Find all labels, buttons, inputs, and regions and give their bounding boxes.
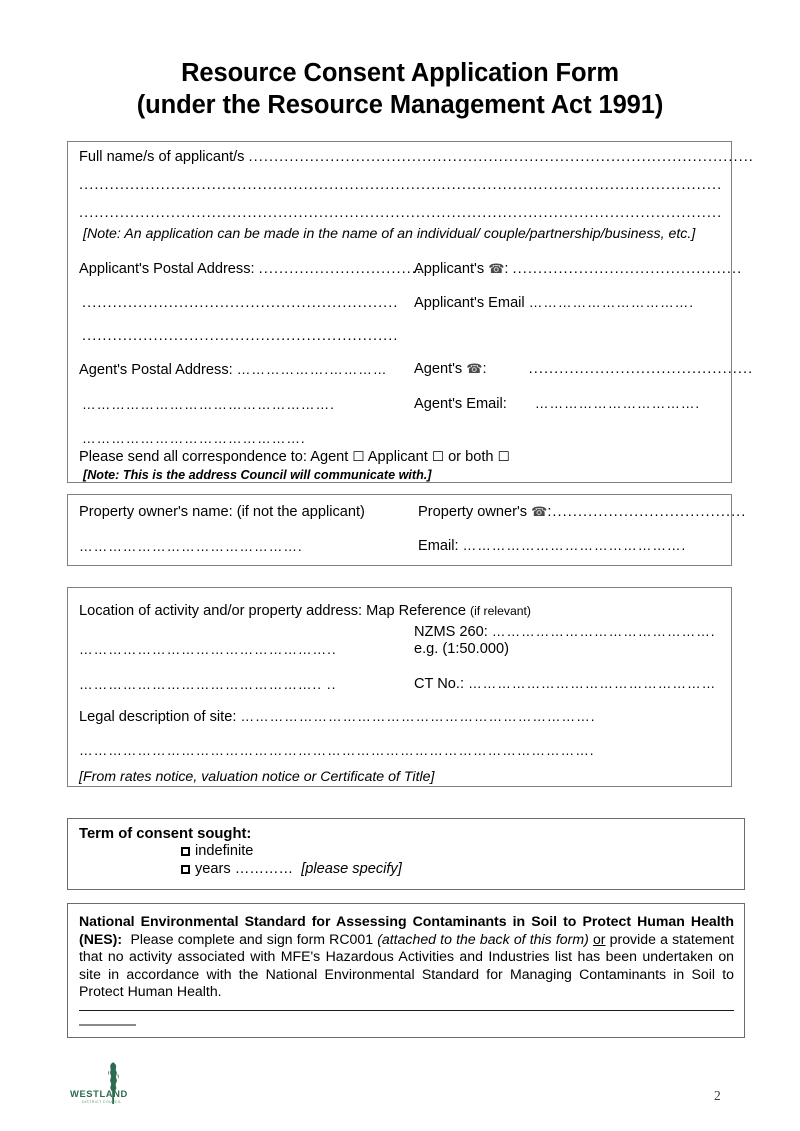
checkbox-years[interactable] [181, 865, 190, 874]
term-of-consent-box [67, 818, 745, 890]
full-name-dotted-line-1[interactable]: ................................................................................................... [248, 149, 754, 165]
title-line-1: Resource Consent Application Form [181, 59, 619, 87]
location-label: Location of activity and/or property address: Map Reference [79, 603, 466, 619]
agent-phone-row [414, 361, 753, 378]
agent-email-dotted-line[interactable]: ……………………………. [534, 396, 701, 411]
location-dotted-line-2[interactable]: ………………………………………….. .. [79, 677, 337, 692]
ct-dotted-line[interactable]: …………………………………………… [468, 676, 717, 691]
applicant-postal-dotted-line-2[interactable]: .............................................................. [82, 295, 399, 311]
nes-body-or: or [592, 930, 606, 947]
telephone-icon: ☎ [488, 262, 505, 277]
term-option-years-note: [please specify] [301, 861, 402, 877]
owner-phone-label: Property owner's [418, 504, 528, 520]
nzms-dotted-line[interactable]: ………………………………………. [491, 624, 716, 639]
applicant-phone-dotted-line[interactable]: ............................................. [512, 261, 743, 277]
term-option-indefinite[interactable] [181, 843, 253, 860]
ct-row [414, 675, 716, 693]
signature-rule-short [79, 1024, 136, 1026]
agent-postal-row [79, 361, 387, 379]
correspondence-both-label: or both [448, 449, 494, 465]
owner-email-dotted-line[interactable]: ………………………………………. [462, 538, 687, 553]
nes-heading: National Environmental Standard for Assessing Contaminants in Soil to Protect Human Health (NES): [79, 913, 734, 947]
full-name-dotted-line-3[interactable]: .............................................................................................................................. [79, 205, 723, 221]
nzms-example: e.g. (1:50.000) [414, 641, 509, 657]
legal-description-row [79, 708, 595, 726]
location-details-box [67, 587, 732, 787]
applicant-postal-dotted-line-3[interactable]: .............................................................. [82, 328, 399, 344]
legal-description-dotted-line-1[interactable]: ………………………………………………………………. [240, 709, 596, 724]
page-number: 2 [714, 1088, 721, 1103]
correspondence-note: [Note: This is the address Council will communicate with.] [83, 468, 432, 482]
ct-label: CT No.: [414, 676, 465, 692]
full-name-label: Full name/s of applicant/s [79, 149, 245, 165]
term-option-years[interactable] [181, 861, 402, 878]
applicant-postal-row [79, 261, 422, 278]
agent-postal-label: Agent's Postal Address: [79, 362, 233, 378]
full-name-row [79, 149, 754, 166]
owner-name-dotted-line[interactable]: ………………………………………. [79, 539, 303, 554]
checkbox-both[interactable]: ☐ [497, 449, 510, 465]
agent-email-row [414, 395, 700, 413]
nes-paragraph [79, 913, 734, 1001]
owner-email-row [418, 537, 686, 555]
term-heading: Term of consent sought: [79, 826, 252, 842]
location-dotted-line-1[interactable]: …………………………………………….. [79, 642, 337, 657]
agent-phone-dotted-line[interactable]: ............................................ [528, 361, 754, 377]
page-title [0, 57, 800, 121]
location-label-row [79, 603, 531, 620]
owner-email-label: Email: [418, 538, 459, 554]
telephone-icon: ☎ [466, 362, 483, 377]
applicant-postal-dotted-line[interactable]: ................................ [258, 261, 422, 277]
term-option-years-label: years ………… [195, 861, 294, 877]
applicant-email-row [414, 294, 694, 312]
westland-district-council-logo [68, 1059, 144, 1107]
agent-postal-dotted-line-2[interactable]: ……………………………………………. [82, 397, 335, 412]
applicant-name-note: [Note: An application can be made in the name of an individual/ couple/partnership/business, etc.] [83, 226, 696, 242]
agent-email-label: Agent's Email: [414, 396, 507, 412]
nzms-row [414, 623, 716, 641]
nes-body-2: provide a statement that no activity associated with MFE's Hazardous Activities and Industries list has been undertaken on site in accordance with the National Environmental Standard for Managing Contaminants in Soil to Protect Human Health. [79, 930, 734, 1000]
nzms-label: NZMS 260: [414, 624, 488, 640]
owner-phone-row [418, 504, 746, 521]
applicant-email-label: Applicant's Email [414, 295, 525, 311]
applicant-email-dotted-line[interactable]: ……………………………. [528, 295, 695, 310]
logo-wordmark: WESTLAND [70, 1088, 128, 1099]
term-option-indefinite-label: indefinite [195, 843, 254, 859]
legal-description-note: [From rates notice, valuation notice or Certificate of Title] [79, 769, 435, 785]
location-label-if-relevant: (if relevant) [470, 604, 531, 618]
checkbox-agent[interactable]: ☐ [352, 449, 365, 465]
signature-rule-long [79, 1010, 734, 1011]
agent-phone-colon: : [482, 361, 487, 377]
applicant-phone-colon: : [504, 261, 509, 277]
nes-box [67, 903, 745, 1038]
legal-description-label: Legal description of site: [79, 709, 237, 725]
logo-svg [68, 1059, 144, 1107]
applicant-postal-label: Applicant's Postal Address: [79, 261, 255, 277]
correspondence-applicant-label: Applicant [367, 449, 428, 465]
title-line-2: (under the Resource Management Act 1991) [136, 91, 664, 119]
legal-description-dotted-line-2[interactable]: ……………………………………………………………………………………………. [79, 743, 595, 758]
agent-postal-dotted-line[interactable]: ……………….………… [236, 362, 388, 377]
checkbox-indefinite[interactable] [181, 847, 190, 856]
property-owner-box [67, 494, 747, 566]
agent-phone-label: Agent's [414, 361, 463, 377]
applicant-phone-label: Applicant's [414, 261, 485, 277]
nes-body-1: Please complete and sign form RC001 [130, 930, 378, 947]
correspondence-row [79, 449, 510, 466]
logo-subtext: DISTRICT COUNCIL [82, 1100, 122, 1104]
owner-name-label: Property owner's name: (if not the applicant) [79, 504, 365, 520]
applicant-phone-row [414, 261, 742, 278]
agent-postal-dotted-line-3[interactable]: ………………………………………. [82, 431, 306, 446]
full-name-dotted-line-2[interactable]: .............................................................................................................................. [79, 177, 723, 193]
telephone-icon: ☎ [531, 505, 548, 520]
applicant-details-box [67, 141, 754, 483]
checkbox-applicant[interactable]: ☐ [431, 449, 444, 465]
correspondence-label: Please send all correspondence to: Agent [79, 449, 349, 465]
nes-body-italic: (attached to the back of this form) [377, 930, 589, 947]
owner-phone-dotted-line[interactable]: :...................................... [547, 504, 747, 520]
